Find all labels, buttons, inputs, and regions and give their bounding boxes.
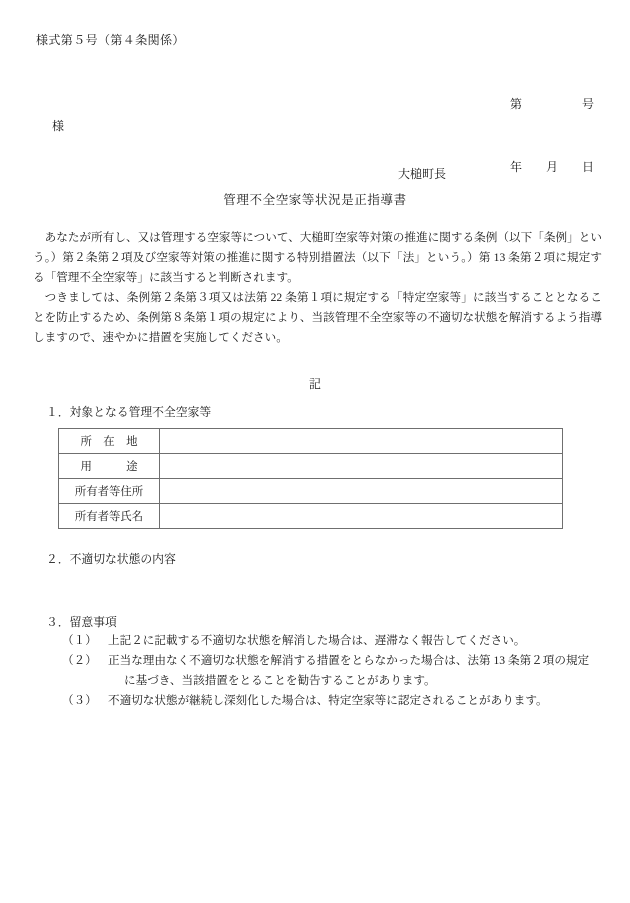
table-row-value[interactable] (160, 454, 563, 479)
table-row (59, 479, 563, 504)
page-title: 管理不全空家等状況是正指導書 (223, 193, 407, 207)
table-row-value[interactable] (160, 479, 563, 504)
list-item (62, 691, 602, 711)
body-text (33, 228, 602, 348)
list-item-marker: （２） (62, 654, 97, 667)
list-item-text: 上記２に記載する不適切な状態を解消した場合は、遅滞なく報告してください。 (108, 634, 526, 647)
table-row-value[interactable] (160, 429, 563, 454)
document-number-line: 第 号 (509, 97, 594, 111)
notes-list (62, 631, 602, 711)
body-paragraph-1: あなたが所有し、又は管理する空家等について、大槌町空家等対策の推進に関する条例（以下「条例」という。）第２条第２項及び空家等対策の推進に関する特別措置法（以下「法」という。）第 13 条第２項に規定する「管理不全空家等」に該当すると判断されます。 (33, 231, 602, 284)
form-number: 様式第５号（第４条関係） (36, 33, 185, 47)
table-row-value[interactable] (160, 504, 563, 529)
table-row (59, 429, 563, 454)
list-item-marker: （１） (62, 634, 97, 647)
ki-marker: 記 (308, 377, 321, 391)
table-row (59, 454, 563, 479)
list-item-marker: （３） (62, 694, 97, 707)
list-item (62, 631, 602, 651)
list-item-text-line1: 正当な理由なく不適切な状態を解消する措置をとらなかった場合は、法第 13 条第２項の規定 (108, 654, 590, 667)
property-table (58, 428, 563, 529)
list-item-text: 不適切な状態が継続し深刻化した場合は、特定空家等に認定されることがあります。 (108, 694, 548, 707)
table-row (59, 504, 563, 529)
section-1-heading: １．対象となる管理不全空家等 (46, 405, 212, 419)
list-item-text-continuation: に基づき、当該措置をとることを勧告することがあります。 (124, 674, 436, 687)
table-row-label: 所 在 地 (59, 429, 160, 454)
list-item (62, 651, 602, 691)
table-row-label: 所有者等氏名 (59, 504, 160, 529)
body-paragraph-2: つきましては、条例第２条第３項又は法第 22 条第１項に規定する「特定空家等」に該当することとなることを防止するため、条例第８条第１項の規定により、当該管理不全空家等の不適切な状態を解消するよう指導しますので、速やかに措置を実施してください。 (33, 291, 602, 344)
list-item-text (108, 651, 602, 691)
table-row-label: 用 途 (59, 454, 160, 479)
addressee-line: 様 (52, 119, 65, 133)
table-row-label: 所有者等住所 (59, 479, 160, 504)
document-date-line: 年 月 日 (509, 160, 594, 174)
issuer-name: 大槌町長 (397, 167, 446, 181)
section-2-heading: ２．不適切な状態の内容 (46, 552, 176, 566)
section-3-heading: ３．留意事項 (46, 615, 117, 629)
